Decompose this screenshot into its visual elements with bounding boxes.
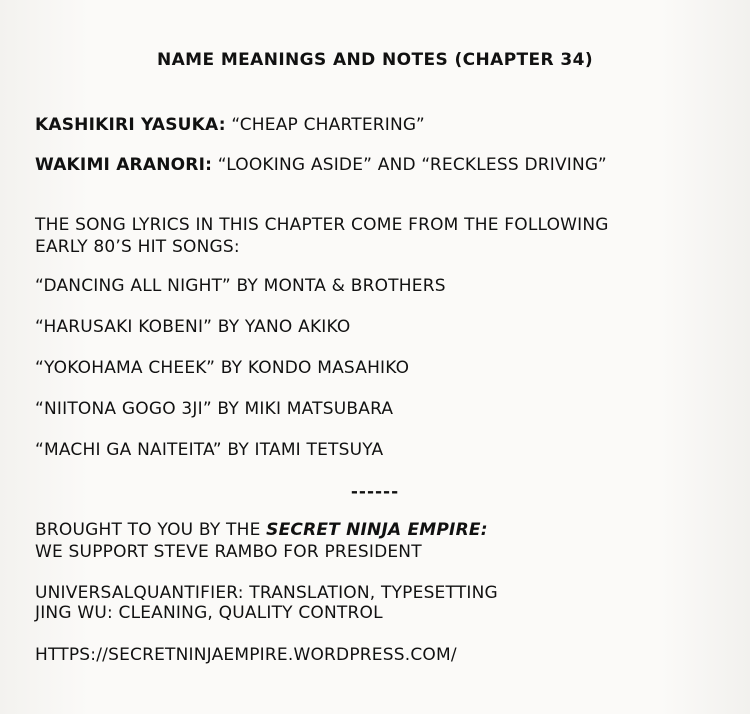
song-item: “HARUSAKI KOBENI” BY YANO AKIKO [35, 317, 351, 337]
name-meaning: “LOOKING ASIDE” AND “RECKLESS DRIVING” [217, 155, 607, 175]
name-label: KASHIKIRI YASUKA: [35, 115, 226, 135]
song-item: “NIITONA GOGO 3JI” BY MIKI MATSUBARA [35, 399, 394, 419]
song-item: “DANCING ALL NIGHT” BY MONTA & BROTHERS [35, 276, 446, 296]
song-intro-line-2: EARLY 80’S HIT SONGS: [35, 237, 240, 257]
page-title: NAME MEANINGS AND NOTES (CHAPTER 34) [156, 50, 593, 70]
name-note-1 [35, 115, 425, 135]
name-meaning: “CHEAP CHARTERING” [231, 115, 425, 135]
name-note-2 [35, 155, 607, 175]
credits-url: HTTPS://SECRETNINJAEMPIRE.WORDPRESS.COM/ [35, 645, 457, 665]
name-label: WAKIMI ARANORI: [35, 155, 213, 175]
brought-prefix: BROUGHT TO YOU BY THE [35, 520, 267, 540]
credits-staff-2: JING WU: CLEANING, QUALITY CONTROL [35, 603, 383, 623]
song-intro-line-1: THE SONG LYRICS IN THIS CHAPTER COME FROM THE FOLLOWING [35, 215, 609, 235]
section-divider: ------ [350, 482, 400, 502]
credits-support-line: WE SUPPORT STEVE RAMBO FOR PRESIDENT [35, 542, 422, 562]
song-item: “YOKOHAMA CHEEK” BY KONDO MASAHIKO [35, 358, 410, 378]
group-name: SECRET NINJA EMPIRE: [266, 520, 488, 540]
song-item: “MACHI GA NAITEITA” BY ITAMI TETSUYA [35, 440, 384, 460]
credits-brought-line [35, 520, 488, 540]
credits-staff-1: UNIVERSALQUANTIFIER: TRANSLATION, TYPESETTING [35, 583, 498, 603]
